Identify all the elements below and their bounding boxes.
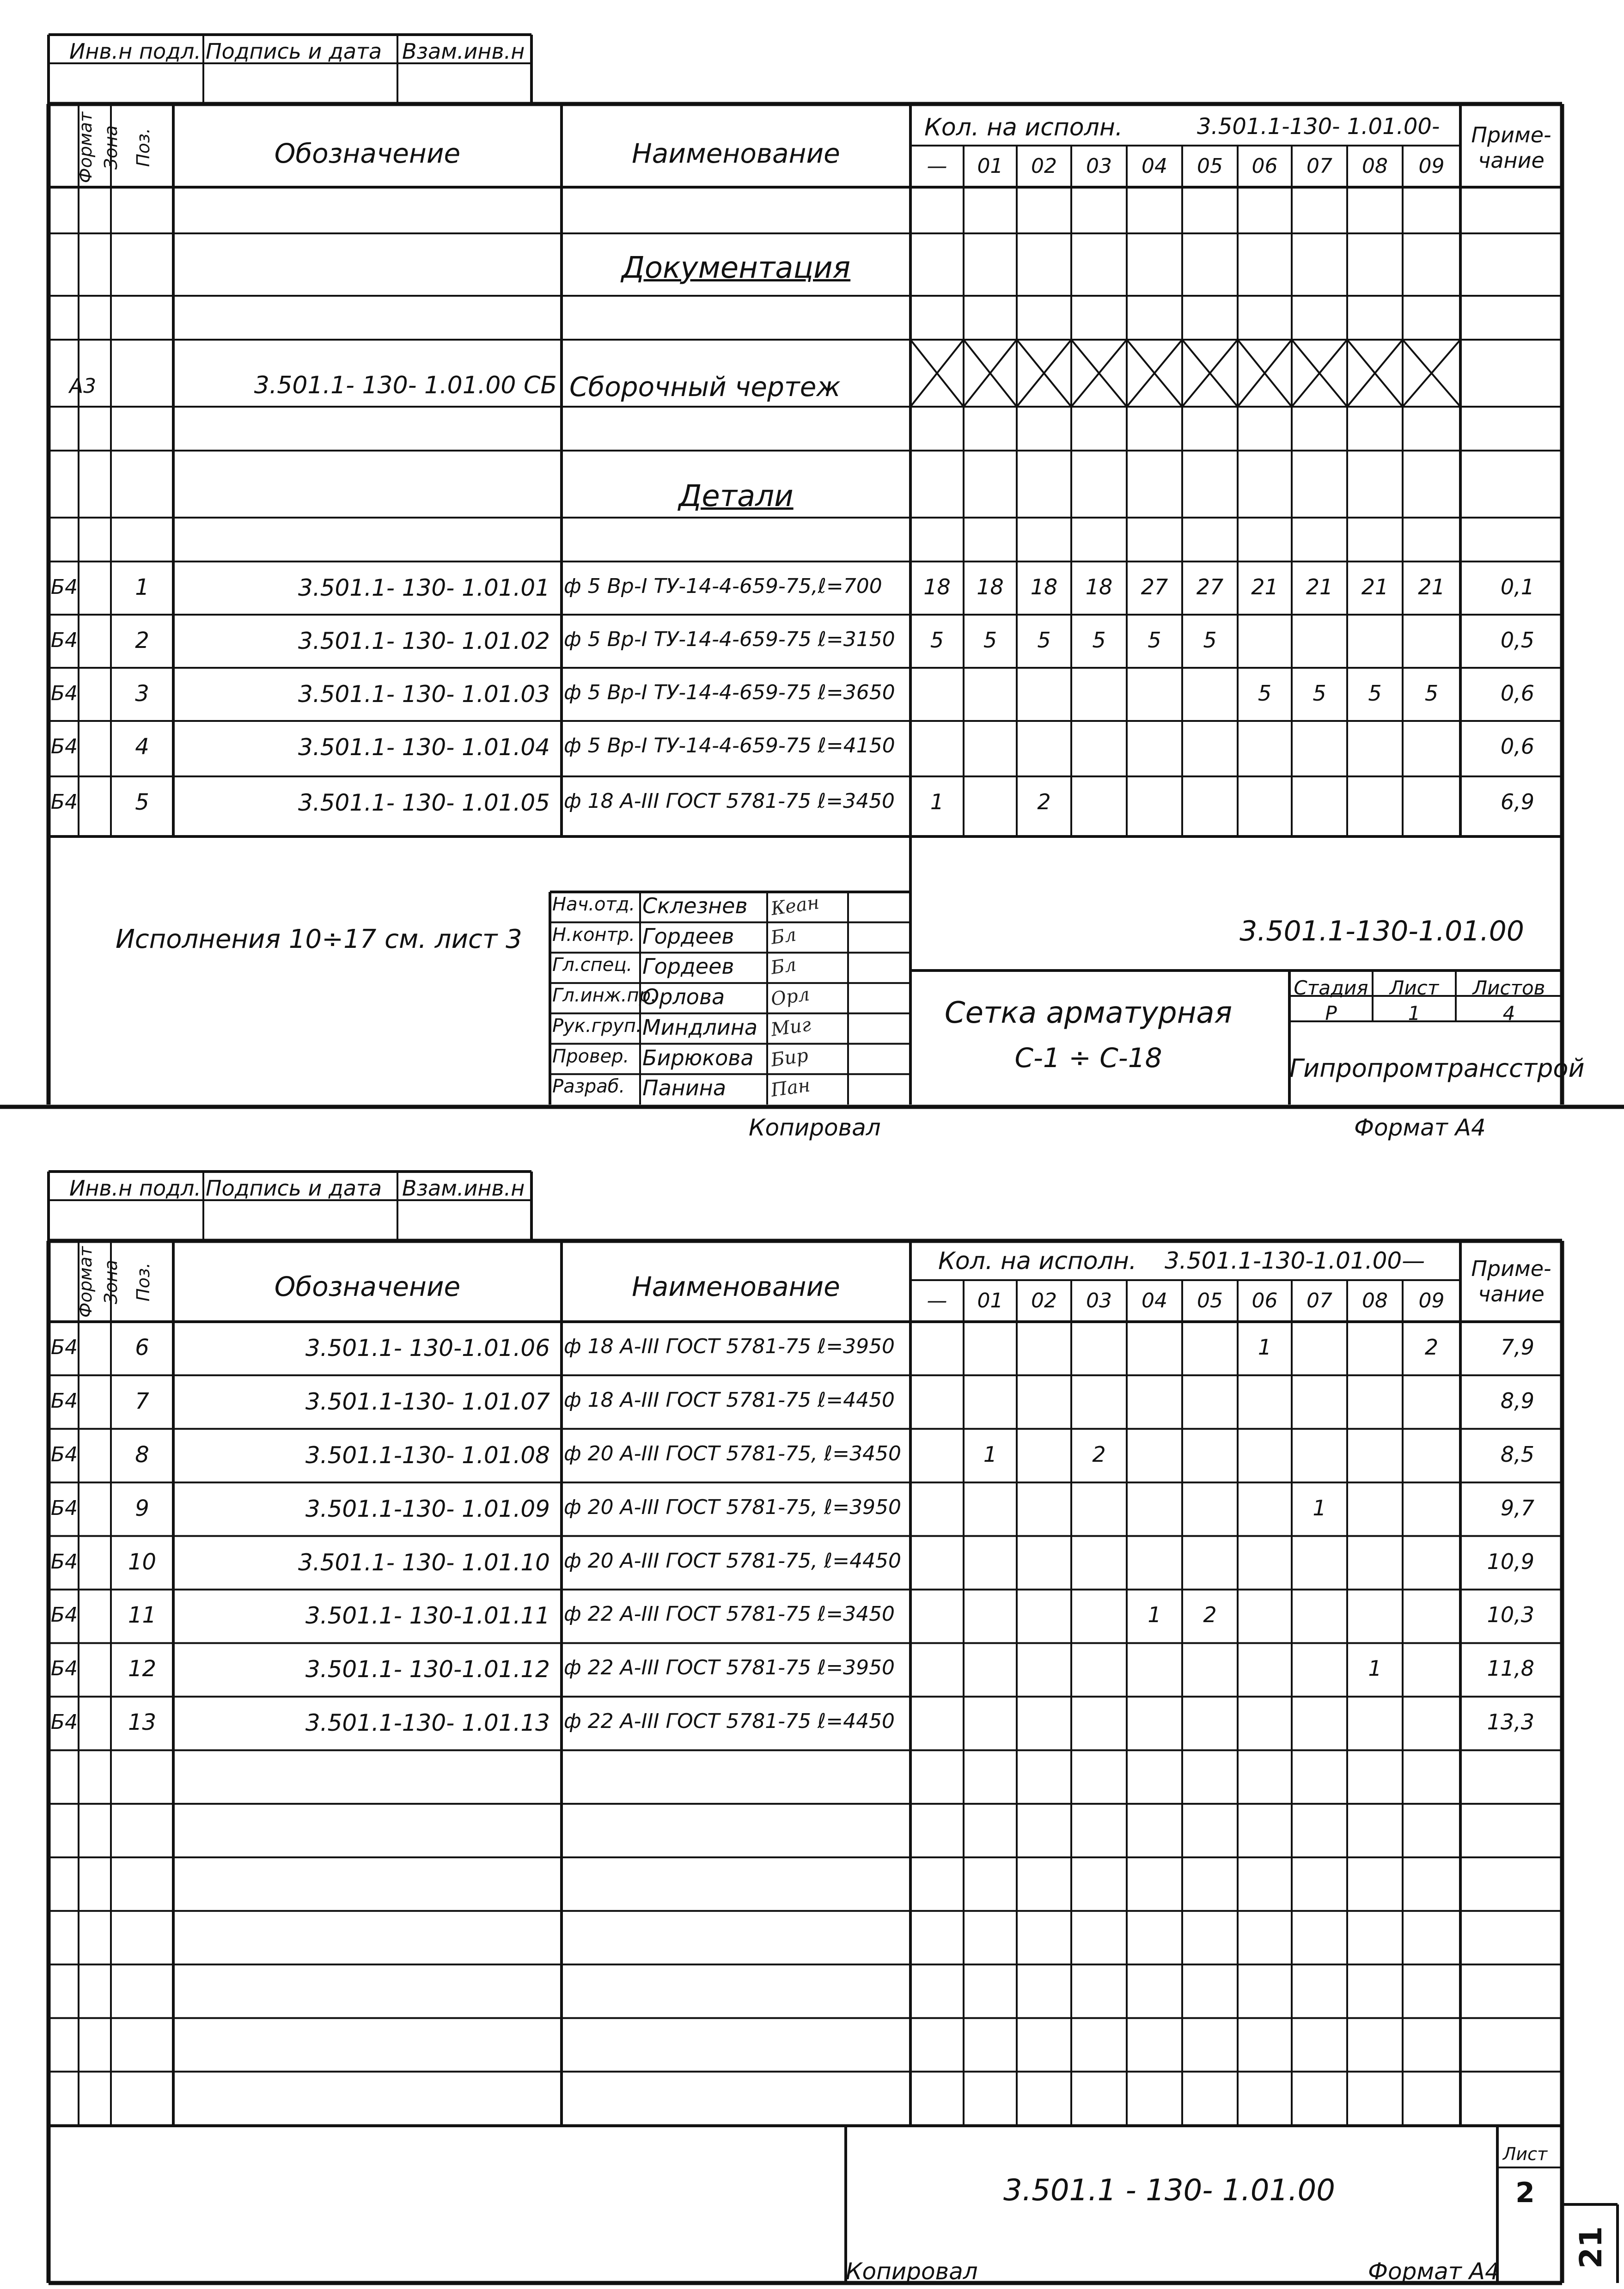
signature-mark: Пан xyxy=(769,1074,812,1101)
variant-1: 01 xyxy=(977,154,1003,178)
variant-9: 09 xyxy=(1418,154,1445,178)
variant-0: — xyxy=(927,1289,947,1312)
row-pos: 11 xyxy=(128,1602,157,1629)
row-qty: 5 xyxy=(930,627,944,653)
doc-designation: 3.501.1- 130- 1.01.00 СБ xyxy=(254,372,557,399)
row-designation: 3.501.1- 130- 1.01.05 xyxy=(298,789,550,816)
row-name: ф 22 А-III ГОСТ 5781-75 ℓ=3450 xyxy=(564,1602,895,1626)
signature-mark: Бл xyxy=(769,924,798,949)
row-pos: 9 xyxy=(135,1495,149,1521)
row-qty: 1 xyxy=(1148,1602,1161,1628)
doc-title: Сетка арматурная xyxy=(944,996,1233,1030)
row-qty: 21 xyxy=(1361,574,1389,599)
row-qty: 5 xyxy=(983,627,997,653)
row-format: Б4 xyxy=(50,1496,78,1520)
row-note: 10,9 xyxy=(1487,1549,1534,1574)
staff-name: Орлова xyxy=(642,984,725,1010)
row-format: Б4 xyxy=(50,734,78,758)
row-pos: 5 xyxy=(135,789,149,815)
variant-6: 06 xyxy=(1252,1289,1278,1312)
row-pos: 10 xyxy=(128,1549,157,1575)
row-qty: 2 xyxy=(1092,1441,1106,1467)
row-pos: 8 xyxy=(135,1441,149,1468)
doc-code-2: 3.501.1 - 130- 1.01.00 xyxy=(1003,2173,1335,2208)
variant-9: 09 xyxy=(1418,1289,1445,1312)
header-qty-2: Кол. на исполн. xyxy=(938,1247,1137,1275)
variant-5: 05 xyxy=(1197,154,1223,178)
row-pos: 7 xyxy=(135,1388,149,1414)
row-qty: 2 xyxy=(1203,1602,1217,1628)
row-designation: 3.501.1-130- 1.01.07 xyxy=(305,1388,550,1415)
staff-role: Рук.груп. xyxy=(552,1015,642,1037)
staff-name: Миндлина xyxy=(642,1014,758,1040)
stage-label: Стадия xyxy=(1294,977,1368,999)
row-name: ф 5 Вр-I ТУ-14-4-659-75 ℓ=3150 xyxy=(564,627,895,651)
row-pos: 2 xyxy=(135,627,149,653)
row-note: 13,3 xyxy=(1487,1709,1534,1735)
signature-mark: Орл xyxy=(769,983,811,1010)
copied-label: Копировал xyxy=(749,1114,881,1141)
row-qty: 2 xyxy=(1424,1334,1439,1360)
page-number: 21 xyxy=(1573,2226,1609,2269)
row-qty: 18 xyxy=(1085,574,1113,599)
header-note-2: Приме-чание xyxy=(1471,1256,1551,1307)
row-qty: 1 xyxy=(1368,1656,1382,1681)
stamp-inv: Инв.н подл. xyxy=(69,39,201,64)
row-note: 0,6 xyxy=(1500,680,1534,706)
variant-8: 08 xyxy=(1362,1289,1388,1312)
row-format: Б4 xyxy=(50,628,78,652)
row-note: 8,9 xyxy=(1500,1388,1534,1413)
row-qty: 21 xyxy=(1418,574,1445,599)
row-qty: 1 xyxy=(1258,1334,1272,1360)
row-note: 10,3 xyxy=(1487,1602,1534,1628)
footer-note: Исполнения 10÷17 см. лист 3 xyxy=(116,924,522,954)
staff-role: Гл.инж.пр. xyxy=(552,985,657,1007)
stamp-replace: Взам.инв.н xyxy=(402,39,525,64)
variant-3: 03 xyxy=(1086,1289,1112,1312)
signature-mark: Миг xyxy=(769,1013,812,1041)
row-note: 0,5 xyxy=(1500,627,1534,653)
row-qty: 27 xyxy=(1141,574,1168,599)
row-designation: 3.501.1- 130- 1.01.03 xyxy=(298,680,550,708)
header-designation-2: Обозначение xyxy=(274,1271,461,1302)
stamp-sign: Подпись и дата xyxy=(206,39,382,64)
row-designation: 3.501.1- 130- 1.01.04 xyxy=(298,733,550,761)
sheet-value-2: 2 xyxy=(1515,2177,1535,2209)
row-format: Б4 xyxy=(50,1389,78,1413)
row-note: 7,9 xyxy=(1500,1334,1534,1360)
row-qty: 18 xyxy=(923,574,951,599)
row-qty: 18 xyxy=(977,574,1004,599)
header-designation: Обозначение xyxy=(274,138,461,169)
row-note: 6,9 xyxy=(1500,789,1534,814)
row-name: ф 22 А-III ГОСТ 5781-75 ℓ=4450 xyxy=(564,1709,895,1734)
row-pos: 3 xyxy=(135,680,149,707)
row-note: 0,6 xyxy=(1500,733,1534,759)
variant-0: — xyxy=(927,154,947,178)
row-format: Б4 xyxy=(50,1657,78,1681)
signature-mark: Кеан xyxy=(769,891,821,920)
row-name: ф 20 А-III ГОСТ 5781-75, ℓ=3950 xyxy=(564,1495,902,1519)
row-qty: 2 xyxy=(1037,789,1051,814)
staff-role: Нач.отд. xyxy=(552,894,635,915)
row-qty: 5 xyxy=(1424,680,1439,706)
sheet-label-2: Лист xyxy=(1502,2144,1548,2164)
row-format: Б4 xyxy=(50,575,78,599)
header-qty: Кол. на исполн. xyxy=(924,114,1123,141)
row-designation: 3.501.1- 130-1.01.06 xyxy=(305,1334,550,1361)
header-name-2: Наименование xyxy=(632,1271,840,1302)
doc-code: 3.501.1-130-1.01.00 xyxy=(1239,915,1524,947)
header-code: 3.501.1-130- 1.01.00- xyxy=(1197,114,1440,140)
section-documentation: Документация xyxy=(621,251,851,285)
sheet-label: Лист xyxy=(1389,977,1439,999)
staff-name: Гордеев xyxy=(642,954,734,979)
variant-6: 06 xyxy=(1252,154,1278,178)
row-format: Б4 xyxy=(50,1442,78,1466)
variant-2: 02 xyxy=(1031,1289,1057,1312)
staff-name: Панина xyxy=(642,1075,727,1101)
row-designation: 3.501.1-130- 1.01.13 xyxy=(305,1709,550,1737)
row-qty: 21 xyxy=(1306,574,1333,599)
row-format: Б4 xyxy=(50,790,78,814)
row-name: ф 18 А-III ГОСТ 5781-75 ℓ=3450 xyxy=(564,789,895,813)
header-note: Приме-чание xyxy=(1471,122,1551,173)
row-pos: 13 xyxy=(128,1709,157,1736)
staff-name: Бирюкова xyxy=(642,1045,754,1070)
row-name: ф 20 А-III ГОСТ 5781-75, ℓ=3450 xyxy=(564,1441,902,1465)
row-qty: 18 xyxy=(1030,574,1058,599)
doc-subtitle: С-1 ÷ С-18 xyxy=(1014,1042,1162,1074)
row-qty: 27 xyxy=(1196,574,1224,599)
section-parts: Детали xyxy=(678,479,794,513)
row-designation: 3.501.1-130- 1.01.09 xyxy=(305,1495,550,1522)
staff-name: Склезнев xyxy=(642,893,748,918)
row-name: ф 5 Вр-I ТУ-14-4-659-75 ℓ=3650 xyxy=(564,680,895,704)
row-qty: 5 xyxy=(1092,627,1106,653)
row-name: ф 5 Вр-I ТУ-14-4-659-75 ℓ=4150 xyxy=(564,733,895,757)
row-note: 9,7 xyxy=(1500,1495,1534,1520)
doc-name: Сборочный чертеж xyxy=(569,371,841,403)
row-designation: 3.501.1- 130- 1.01.02 xyxy=(298,627,550,654)
header-pos-2: Поз. xyxy=(133,1262,153,1302)
header-code-2: 3.501.1-130-1.01.00— xyxy=(1165,1247,1425,1274)
row-designation: 3.501.1- 130- 1.01.01 xyxy=(298,574,550,601)
sheets-label: Листов xyxy=(1472,977,1545,999)
row-qty: 21 xyxy=(1251,574,1278,599)
header-zone: Зона xyxy=(101,125,121,170)
signature-mark: Бл xyxy=(769,954,798,979)
row-qty: 5 xyxy=(1313,680,1326,706)
row-format: Б4 xyxy=(50,1550,78,1574)
row-designation: 3.501.1- 130-1.01.12 xyxy=(305,1656,550,1683)
row-qty: 1 xyxy=(1313,1495,1326,1520)
row-note: 8,5 xyxy=(1500,1441,1534,1467)
header-format-2: Формат xyxy=(75,1246,96,1318)
row-name: ф 20 А-III ГОСТ 5781-75, ℓ=4450 xyxy=(564,1549,902,1573)
header-name: Наименование xyxy=(632,138,840,169)
variant-7: 07 xyxy=(1307,154,1332,178)
stamp-replace-2: Взам.инв.н xyxy=(402,1176,525,1201)
doc-format: А3 xyxy=(69,374,97,398)
row-note: 11,8 xyxy=(1487,1656,1534,1681)
row-name: ф 22 А-III ГОСТ 5781-75 ℓ=3950 xyxy=(564,1656,895,1680)
variant-2: 02 xyxy=(1031,154,1057,178)
staff-role: Разраб. xyxy=(552,1076,625,1098)
staff-role: Н.контр. xyxy=(552,924,635,946)
row-qty: 5 xyxy=(1037,627,1051,653)
row-qty: 1 xyxy=(930,789,944,814)
row-format: Б4 xyxy=(50,1710,78,1734)
variant-4: 04 xyxy=(1142,1289,1167,1312)
row-name: ф 5 Вр-I ТУ-14-4-659-75,ℓ=700 xyxy=(564,574,882,598)
variant-8: 08 xyxy=(1362,154,1388,178)
row-qty: 5 xyxy=(1258,680,1272,706)
sheets-value: 4 xyxy=(1502,1002,1515,1025)
copied-label-2: Копировал xyxy=(846,2258,978,2285)
header-pos: Поз. xyxy=(133,128,153,167)
row-format: Б4 xyxy=(50,1335,78,1359)
variant-3: 03 xyxy=(1086,154,1112,178)
header-zone-2: Зона xyxy=(101,1260,121,1304)
row-note: 0,1 xyxy=(1500,574,1534,599)
format-label-2: Формат А4 xyxy=(1368,2258,1500,2285)
row-pos: 1 xyxy=(135,574,149,600)
stamp-sign-2: Подпись и дата xyxy=(206,1176,382,1201)
header-format: Формат xyxy=(75,111,96,183)
row-qty: 1 xyxy=(983,1441,997,1467)
variant-5: 05 xyxy=(1197,1289,1223,1312)
row-pos: 6 xyxy=(135,1334,149,1361)
row-designation: 3.501.1-130- 1.01.08 xyxy=(305,1441,550,1469)
row-format: Б4 xyxy=(50,681,78,705)
variant-7: 07 xyxy=(1307,1289,1332,1312)
row-qty: 5 xyxy=(1203,627,1217,653)
variant-1: 01 xyxy=(977,1289,1003,1312)
row-qty: 5 xyxy=(1148,627,1161,653)
row-pos: 12 xyxy=(128,1656,157,1682)
row-name: ф 18 А-III ГОСТ 5781-75 ℓ=3950 xyxy=(564,1334,895,1358)
row-designation: 3.501.1- 130-1.01.11 xyxy=(305,1602,550,1630)
organization: Гипропромтрансстрой xyxy=(1289,1054,1585,1083)
stamp-inv-2: Инв.н подл. xyxy=(69,1176,201,1201)
row-name: ф 18 А-III ГОСТ 5781-75 ℓ=4450 xyxy=(564,1388,895,1412)
stage-value: Р xyxy=(1325,1002,1337,1025)
variant-4: 04 xyxy=(1142,154,1167,178)
signature-mark: Бир xyxy=(769,1044,810,1071)
staff-name: Гордеев xyxy=(642,923,734,949)
staff-role: Провер. xyxy=(552,1045,629,1067)
row-qty: 5 xyxy=(1368,680,1382,706)
row-format: Б4 xyxy=(50,1603,78,1627)
row-designation: 3.501.1- 130- 1.01.10 xyxy=(298,1549,550,1576)
sheet-value: 1 xyxy=(1408,1002,1421,1025)
format-label: Формат А4 xyxy=(1354,1114,1486,1141)
row-pos: 4 xyxy=(135,733,149,760)
staff-role: Гл.спец. xyxy=(552,954,633,976)
